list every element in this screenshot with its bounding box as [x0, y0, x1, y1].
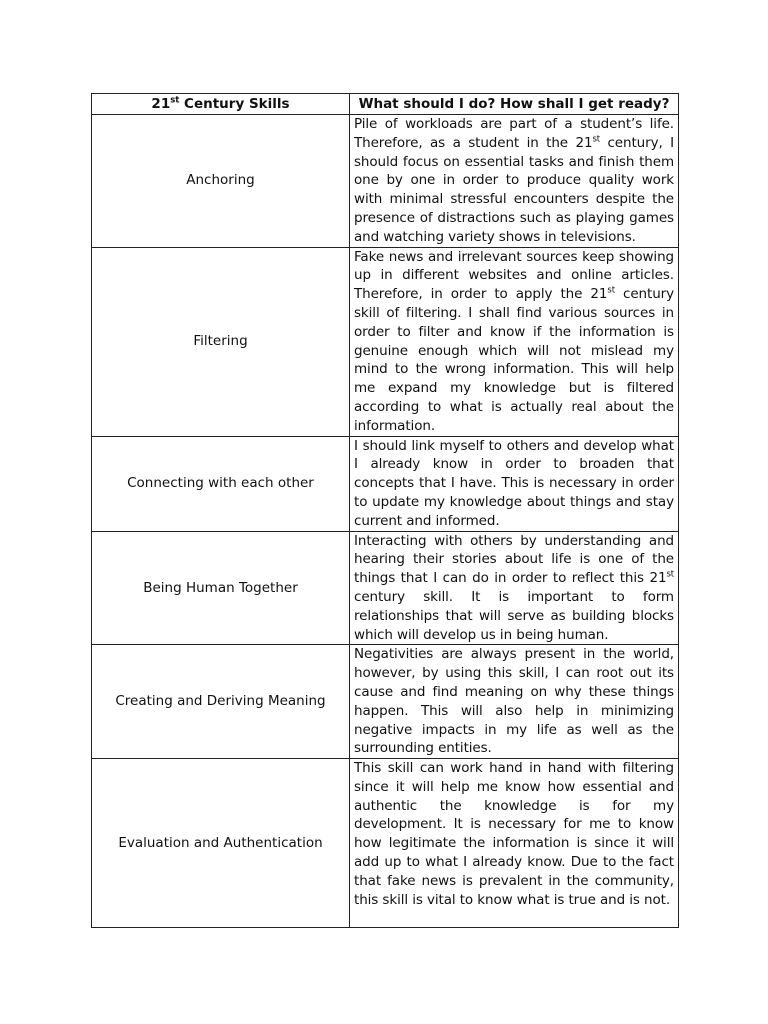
- description-cell: This skill can work hand in hand with filtering since it will help me know how essential and authentic the knowledge is for my development. It is necessary for me to know how legitimate the information is since it will add up to what I already know. Due to the fact that fake news is prevalent in the community, this skill is vital to know what is true and is not.: [350, 759, 679, 928]
- table-row: [92, 645, 679, 759]
- skills-table: [91, 93, 679, 928]
- skill-cell: Creating and Deriving Meaning: [92, 645, 350, 759]
- header-skills: 21st Century Skills: [92, 94, 350, 115]
- table-row: [92, 436, 679, 531]
- header-question: What should I do? How shall I get ready?: [350, 94, 679, 115]
- header-row: [92, 94, 679, 115]
- description-cell: Pile of workloads are part of a student’s life. Therefore, as a student in the 21st century, I should focus on essential tasks and finish them one by one in order to produce quality work with minimal stressful encounters despite the presence of distractions such as playing games and watching variety shows in televisions.: [350, 115, 679, 248]
- skill-cell: Anchoring: [92, 115, 350, 248]
- skill-cell: Filtering: [92, 247, 350, 436]
- skill-cell: Evaluation and Authentication: [92, 759, 350, 928]
- table-row: [92, 247, 679, 436]
- description-cell: I should link myself to others and develop what I already know in order to broaden that concepts that I have. This is necessary in order to update my knowledge about things and stay current and informed.: [350, 436, 679, 531]
- description-cell: Interacting with others by understanding and hearing their stories about life is one of the things that I can do in order to reflect this 21st century skill. It is important to form relationships that will serve as building blocks which will develop us in being human.: [350, 531, 679, 645]
- table-row: [92, 115, 679, 248]
- skill-cell: Connecting with each other: [92, 436, 350, 531]
- description-cell: Fake news and irrelevant sources keep showing up in different websites and online articles. Therefore, in order to apply the 21st century skill of filtering. I shall find various sources in order to filter and know if the information is genuine enough which will not mislead my mind to the wrong information. This will help me expand my knowledge but is filtered according to what is actually real about the information.: [350, 247, 679, 436]
- skill-cell: Being Human Together: [92, 531, 350, 645]
- table-row: [92, 759, 679, 928]
- description-cell: Negativities are always present in the world, however, by using this skill, I can root out its cause and find meaning on why these things happen. This will also help in minimizing negative impacts in my life as well as the surrounding entities.: [350, 645, 679, 759]
- table-row: [92, 531, 679, 645]
